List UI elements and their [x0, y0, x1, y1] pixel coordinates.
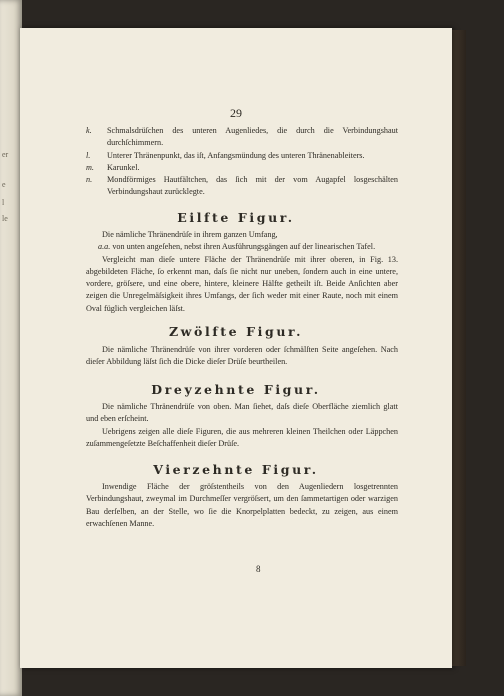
legend-text: Unterer Thränenpunkt, das iſt, Anfangsmündung des unteren Thränenableiters.: [107, 150, 365, 160]
legend-item: [86, 174, 398, 199]
legend-key: l.: [86, 150, 91, 160]
left-page-mark: le: [2, 214, 8, 223]
legend-item: [86, 162, 398, 174]
paragraph-text: von unten angeſehen, nebst ihren Ausführungsgängen auf der linearischen Tafel.: [110, 242, 376, 252]
left-page-mark: l: [2, 198, 5, 207]
legend-item: [86, 150, 398, 162]
legend-text: Mondförmiges Hautfältchen, das ſich mit der vom Augapfel losgeschälten Verbindungshaut zurücklegte.: [107, 175, 398, 197]
section-body: [86, 481, 398, 530]
section-heading: Dreyzehnte Figur.: [151, 382, 321, 397]
page-number: 29: [230, 106, 242, 120]
section-heading: Zwölfte Figur.: [168, 324, 304, 339]
legend-text: Karunkel.: [107, 162, 140, 172]
section-heading: Eilfte Figur.: [177, 210, 295, 225]
legend-text: Schmalsdrüſchen des unteren Augenliedes, die durch die Verbindungshaut durchſchimmern.: [107, 126, 398, 148]
legend-key: n.: [86, 175, 93, 185]
paragraph: Die nämliche Thränendrüſe von oben. Man ſiehet, daſs dieſe Oberfläche ziemlich glatt und eben erſcheint.: [86, 402, 398, 424]
legend-list: [86, 125, 398, 199]
section-body: [86, 401, 398, 450]
paragraph: Die nämliche Thränendrüſe in ihrem ganzen Umfang,: [102, 230, 278, 239]
legend-item: [86, 125, 398, 150]
left-page-mark: er: [2, 150, 9, 159]
left-page-edge: [0, 0, 22, 696]
paragraph: Uebrigens zeigen alle dieſe Figuren, die aus mehreren kleinen Theilchen oder Läppchen zuſammengeſetzte Beſchaffenheit dieſer Drüſe.: [86, 426, 398, 448]
paragraph: [86, 241, 398, 253]
legend-key: m.: [86, 162, 94, 172]
left-page-mark: e: [2, 180, 6, 189]
paragraph: Die nämliche Thränendrüſe von ihrer vorderen oder ſchmälſten Seite angeſehen. Nach dieſer Abbildung läſst ſich die Dicke dieſer Drüſe beurtheilen.: [86, 345, 398, 367]
section-body: [86, 229, 398, 315]
section-heading: Vierzehnte Figur.: [153, 462, 319, 477]
paragraph: Vergleicht man dieſe untere Fläche der Thränendrüſe mit ihrer oberen, in Fig. 13. abgebildeten Fläche, ſo erkennt man, daſs ſie nicht nur uneben, ſondern auch in eine untere, vordere, gröſsere, und eine obere, hintere, kleinere Hälfte getheilt iſt. Beide Anſichten aber zeigen die Unregelmäſsigkeit ihres Umfangs, der ſich weder mit einer Raute, noch mit einem Oval füglich vergleichen läſst.: [86, 254, 398, 313]
section-body: [86, 344, 398, 369]
signature-mark: 8: [256, 564, 261, 574]
book-page: [20, 28, 452, 668]
figure-key: a.a.: [98, 242, 111, 252]
legend-key: k.: [86, 126, 92, 135]
paragraph: Inwendige Fläche der gröſstentheils von den Augenliedern losgetrennten Verbindungshaut, zweymal im Durchmeſſer vergröſsert, um den ſammetartigen oder warzigen Bau derſelben, an der Stelle, wo ſie die Knorpelplatten bedeckt, zu zeigen, aus einem erwachſenen Manne.: [86, 482, 398, 528]
